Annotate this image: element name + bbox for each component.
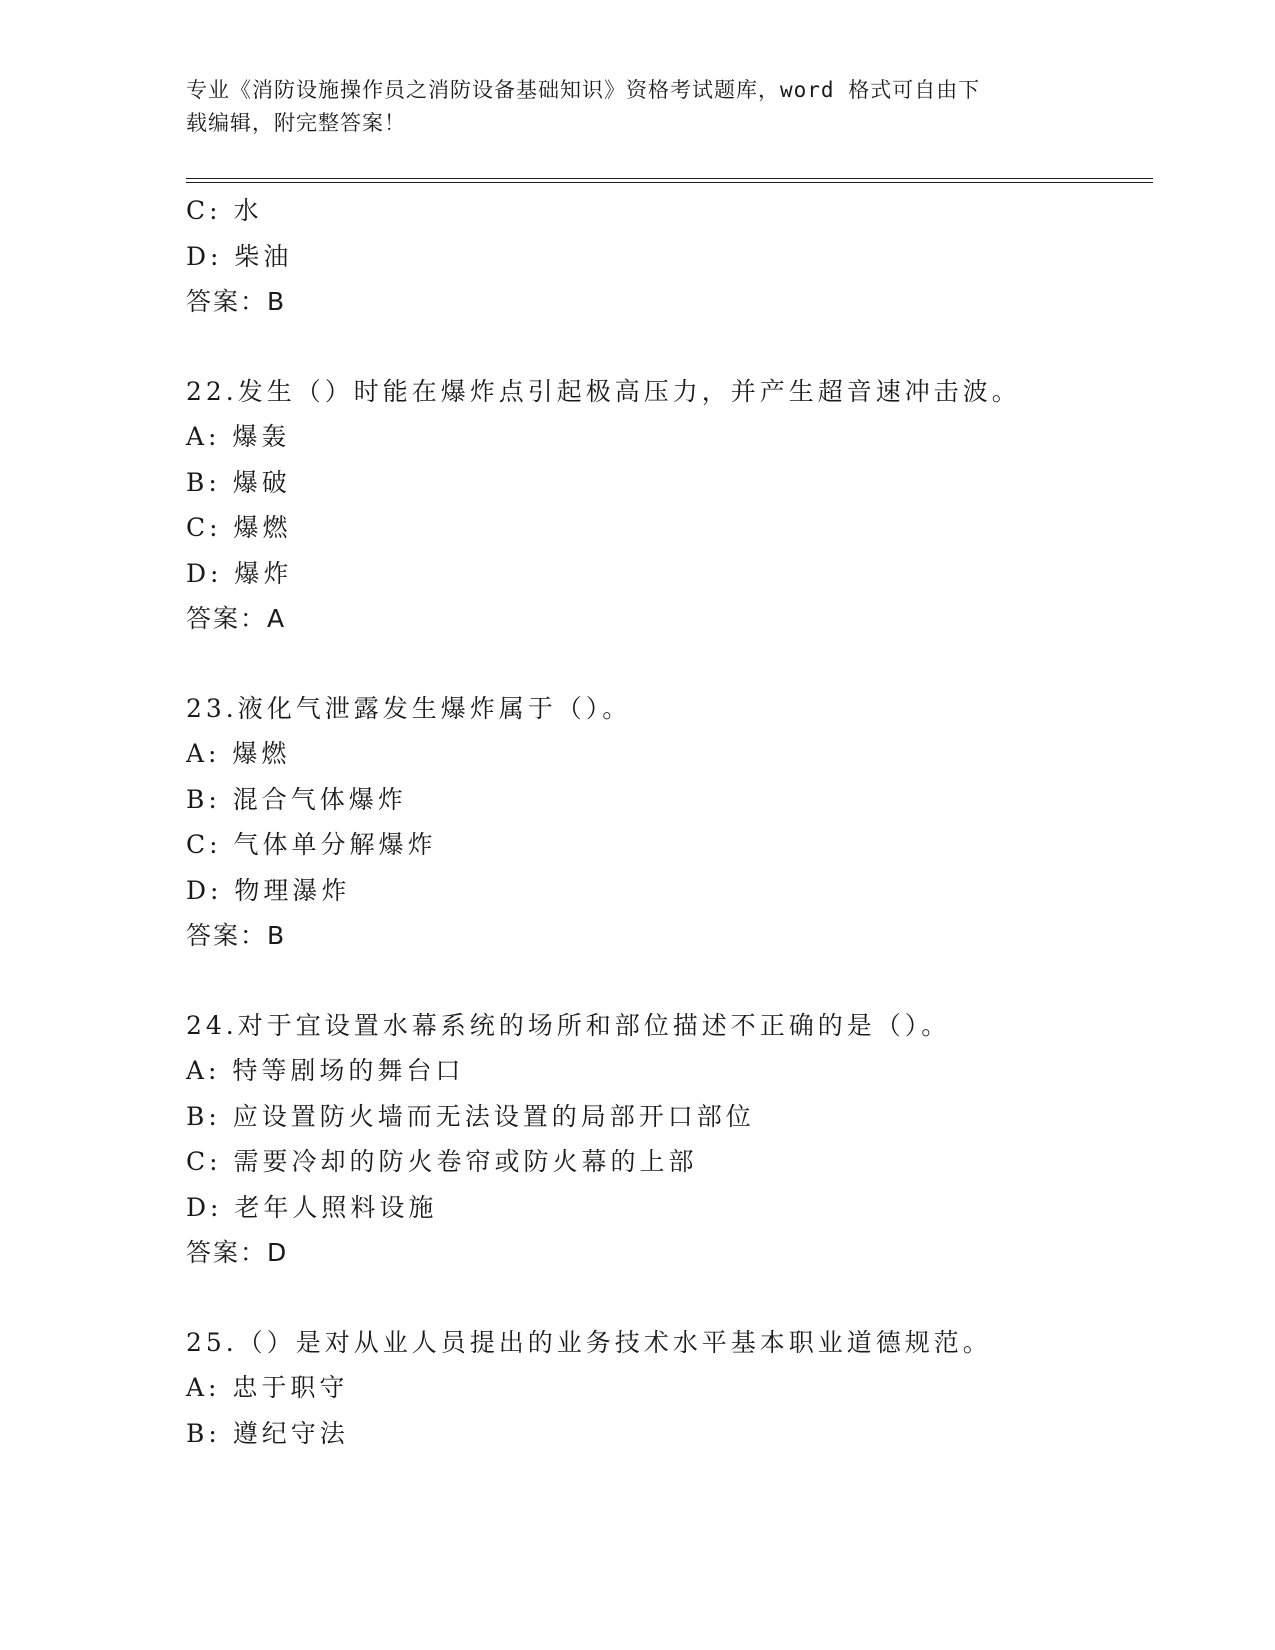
question-block-25 (186, 1320, 1153, 1457)
option-d: D: 爆炸 (186, 558, 293, 588)
question-stem: 22.发生（）时能在爆炸点引起极高压力，并产生超音速冲击波。 (186, 376, 1021, 406)
option-c: C: 水 (186, 196, 263, 225)
question-spacer (186, 959, 1153, 1003)
answer-line: 答案：B (186, 921, 287, 950)
option-d: D: 物理瀑炸 (186, 875, 351, 905)
option-b: B: 爆破 (186, 467, 291, 497)
header-divider-bottom (186, 182, 1153, 183)
question-block-24 (186, 1003, 1153, 1276)
option-a: A: 爆轰 (186, 422, 291, 451)
question-block-21-continued (186, 188, 1153, 325)
option-c: C: 需要冷却的防火卷帘或防火幕的上部 (186, 1147, 698, 1176)
option-a: A: 爆燃 (186, 739, 291, 768)
question-list (186, 188, 1153, 1456)
answer-line: 答案：D (186, 1238, 289, 1267)
question-spacer (186, 642, 1153, 686)
question-spacer (186, 325, 1153, 369)
option-d: D: 老年人照料设施 (186, 1192, 438, 1222)
option-a: A: 特等剧场的舞台口 (186, 1056, 465, 1085)
option-c: C: 气体单分解爆炸 (186, 830, 437, 859)
question-stem: 25.（）是对从业人员提出的业务技术水平基本职业道德规范。 (186, 1327, 992, 1357)
answer-line: 答案：A (186, 604, 287, 633)
document-header (186, 74, 1086, 140)
option-c: C: 爆燃 (186, 513, 292, 542)
question-block-23 (186, 686, 1153, 959)
header-divider-top (186, 178, 1153, 179)
option-b: B: 混合气体爆炸 (186, 784, 407, 814)
answer-line: 答案：B (186, 287, 287, 316)
option-a: A: 忠于职守 (186, 1373, 349, 1402)
header-line-2: 载编辑，附完整答案！ (186, 111, 406, 135)
question-stem: 23.液化气泄露发生爆炸属于（）。 (186, 693, 632, 723)
question-stem: 24.对于宜设置水幕系统的场所和部位描述不正确的是（）。 (186, 1010, 951, 1040)
question-block-22 (186, 369, 1153, 642)
question-spacer (186, 1276, 1153, 1320)
option-d: D: 柴油 (186, 241, 293, 271)
option-b: B: 应设置防火墙而无法设置的局部开口部位 (186, 1101, 755, 1131)
header-line-1: 专业《消防设施操作员之消防设备基础知识》资格考试题库，word 格式可自由下 (186, 78, 981, 102)
option-b: B: 遵纪守法 (186, 1418, 349, 1448)
